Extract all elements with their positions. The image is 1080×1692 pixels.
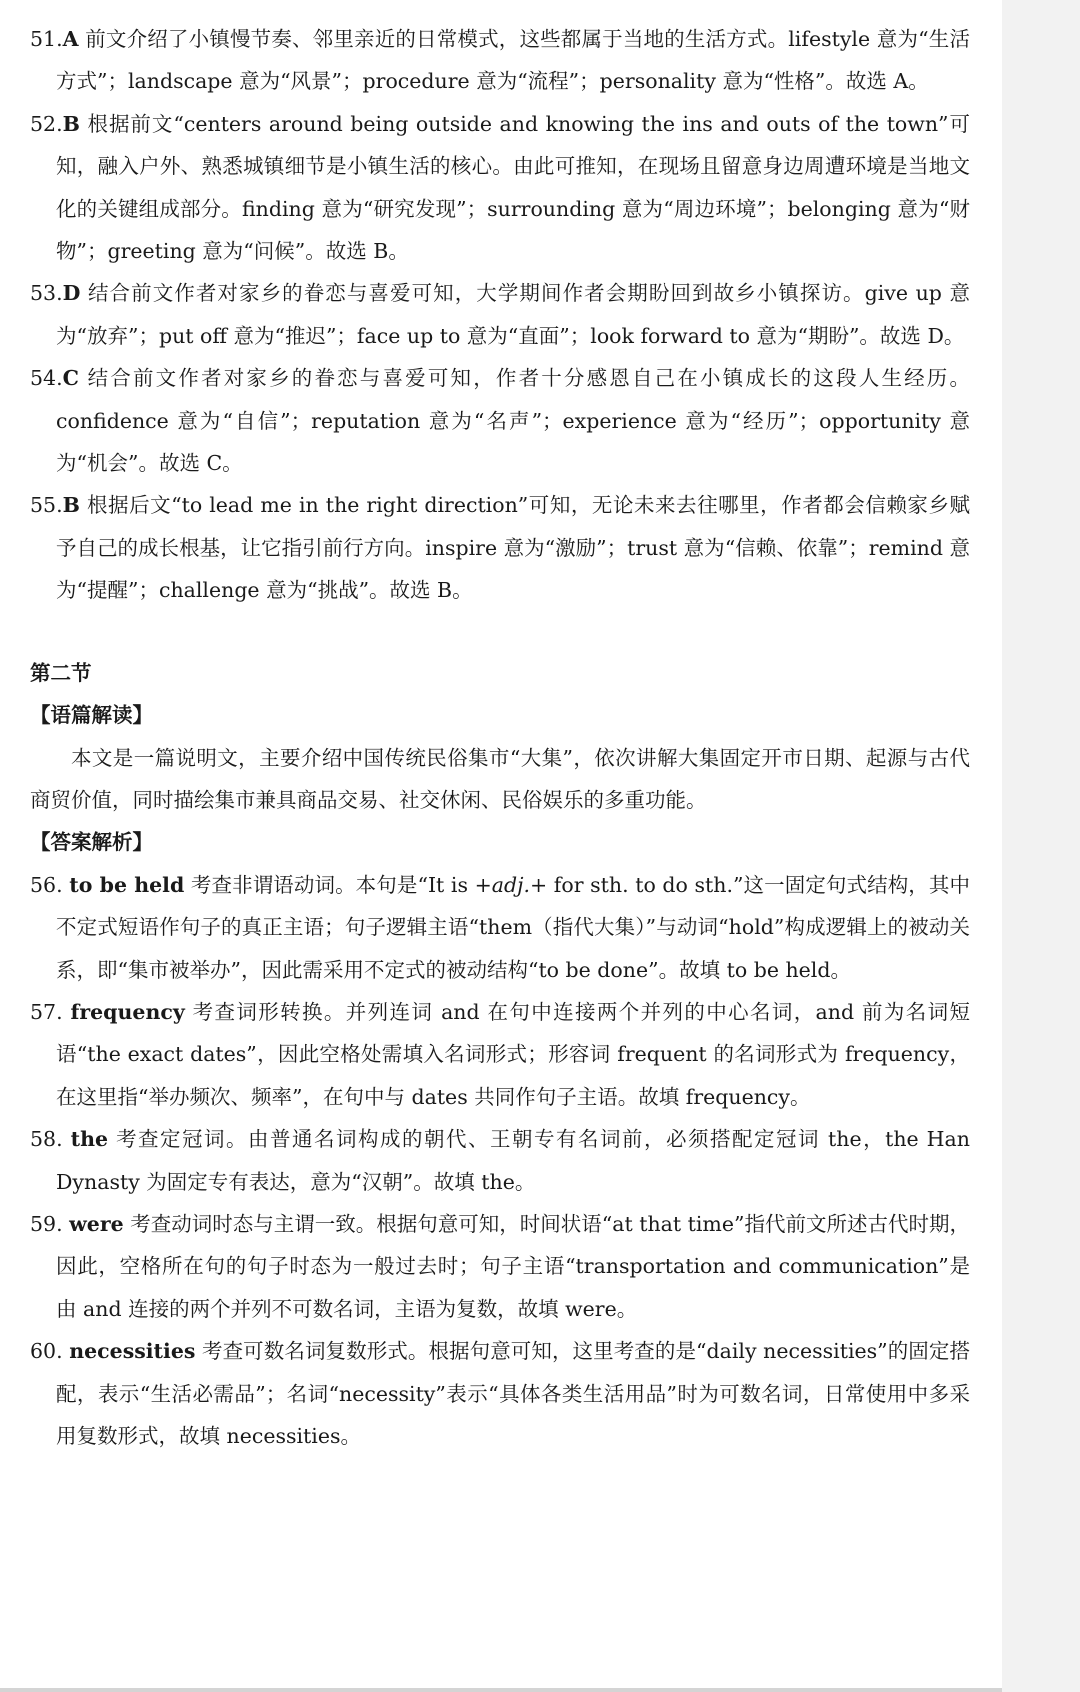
item-text: 考查词形转换。并列连词 and 在句中连接两个并列的中心名词，and 前为名词短语“the exact dates”，因此空格处需填入名词形式；形容词 frequent 的名词形式为 frequency，在这里指“举办频次、频率”，在句中与 dates 共同作句子主语。故填 frequency。 (56, 999, 970, 1109)
section-spacer (30, 612, 970, 652)
item-text: 考查非谓语动词。本句是“It is + (190, 872, 492, 897)
explanation-item-51 (30, 18, 970, 103)
item-text: 考查可数名词复数形式。根据句意可知，这里考查的是“daily necessities”的固定搭配，表示“生活必需品”；名词“necessity”表示“具体各类生活用品”时为可数名词，日常使用中多采用复数形式，故填 necessities。 (56, 1339, 970, 1448)
item-text-rest: + for sth. to do sth.”这一固定句式结构，其中不定式短语作句子的真正主语；句子逻辑主语“them（指代大集）”与动词“hold”构成逻辑上的被动关系，即“集市被举办”，因此需采用不定式的被动结构“to be done”。故填 to be held。 (56, 872, 970, 982)
item-text: 根据前文“centers around being outside and knowing the ins and outs of the town”可知，融入户外、熟悉城镇细节是小镇生活的核心。由此可推知，在现场且留意身边周遭环境是当地文化的关键组成部分。finding 意为“研究发现”；surrounding 意为“周边环境”；belonging 意为“财物”；greeting 意为“问候”。故选 B。 (56, 111, 970, 264)
page-bottom-edge (0, 1688, 1002, 1692)
item-text-italic: adj. (491, 872, 530, 897)
reading-heading: 【语篇解读】 (30, 703, 153, 728)
item-answer: C (62, 366, 79, 391)
reading-summary: 本文是一篇说明文，主要介绍中国传统民俗集市“大集”，依次讲解大集固定开市日期、起源与古代商贸价值，同时描绘集市兼具商品交易、社交休闲、民俗娱乐的多重功能。 (30, 745, 970, 812)
item-text: 结合前文作者对家乡的眷恋与喜爱可知，大学期间作者会期盼回到故乡小镇探访。give up 意为“放弃”；put off 意为“推迟”；face up to 意为“直面”；look forward to 意为“期盼”。故选 D。 (56, 281, 970, 348)
item-answer: B (62, 111, 80, 136)
item-text: 前文介绍了小镇慢节奏、邻里亲近的日常模式，这些都属于当地的生活方式。lifestyle 意为“生活方式”；landscape 意为“风景”；procedure 意为“流程”；personality 意为“性格”。故选 A。 (56, 27, 970, 94)
item-number: 53. (30, 281, 63, 306)
explanation-item-52 (30, 103, 970, 273)
explanation-item-59 (30, 1203, 970, 1330)
explanation-item-53 (30, 272, 970, 357)
item-text: 考查定冠词。由普通名词构成的朝代、王朝专有名词前，必须搭配定冠词 the，the Han Dynasty 为固定专有表达，意为“汉朝”。故填 the。 (56, 1127, 970, 1194)
item-text: 考查动词时态与主谓一致。根据句意可知，时间状语“at that time”指代前文所述古代时期，因此，空格所在句的句子时态为一般过去时；句子主语“transportation and communication”是由 and 连接的两个并列不可数名词，主语为复数，故填 were。 (56, 1211, 970, 1321)
item-text: 结合前文作者对家乡的眷恋与喜爱可知，作者十分感恩自己在小镇成长的这段人生经历。confidence 意为“自信”；reputation 意为“名声”；experience 意为“经历”；opportunity 意为“机会”。故选 C。 (56, 366, 970, 476)
item-number: 55. (30, 493, 63, 518)
answer-explanations (30, 18, 970, 1457)
viewer-margin (1002, 0, 1080, 1692)
item-answer: were (69, 1211, 124, 1236)
item-answer: D (62, 281, 81, 306)
explanation-item-58 (30, 1118, 970, 1203)
answer-heading: 【答案解析】 (30, 830, 153, 855)
item-number: 51. (30, 27, 63, 51)
item-number: 54. (30, 366, 63, 391)
item-text: 根据后文“to lead me in the right direction”可知，无论未来去往哪里，作者都会信赖家乡赋予自己的成长根基，让它指引前行方向。inspire 意为“激励”；trust 意为“信赖、依靠”；remind 意为“提醒”；challenge 意为“挑战”。故选 B。 (56, 493, 970, 603)
item-number: 59. (30, 1211, 63, 1236)
explanation-item-55 (30, 484, 970, 611)
item-answer: B (62, 493, 80, 518)
item-answer: frequency (70, 999, 185, 1024)
item-answer: A (62, 27, 79, 51)
item-answer: the (70, 1127, 109, 1152)
item-number: 56. (30, 872, 63, 897)
explanation-item-57 (30, 991, 970, 1118)
explanation-item-60 (30, 1330, 970, 1457)
item-number: 60. (30, 1339, 63, 1364)
explanation-item-54 (30, 357, 970, 484)
item-answer: to be held (69, 872, 185, 897)
item-answer: necessities (69, 1339, 196, 1364)
section-title: 第二节 (30, 660, 92, 685)
explanation-item-56 (30, 864, 970, 991)
item-number: 52. (30, 111, 63, 136)
item-number: 57. (30, 999, 63, 1024)
item-number: 58. (30, 1127, 63, 1152)
